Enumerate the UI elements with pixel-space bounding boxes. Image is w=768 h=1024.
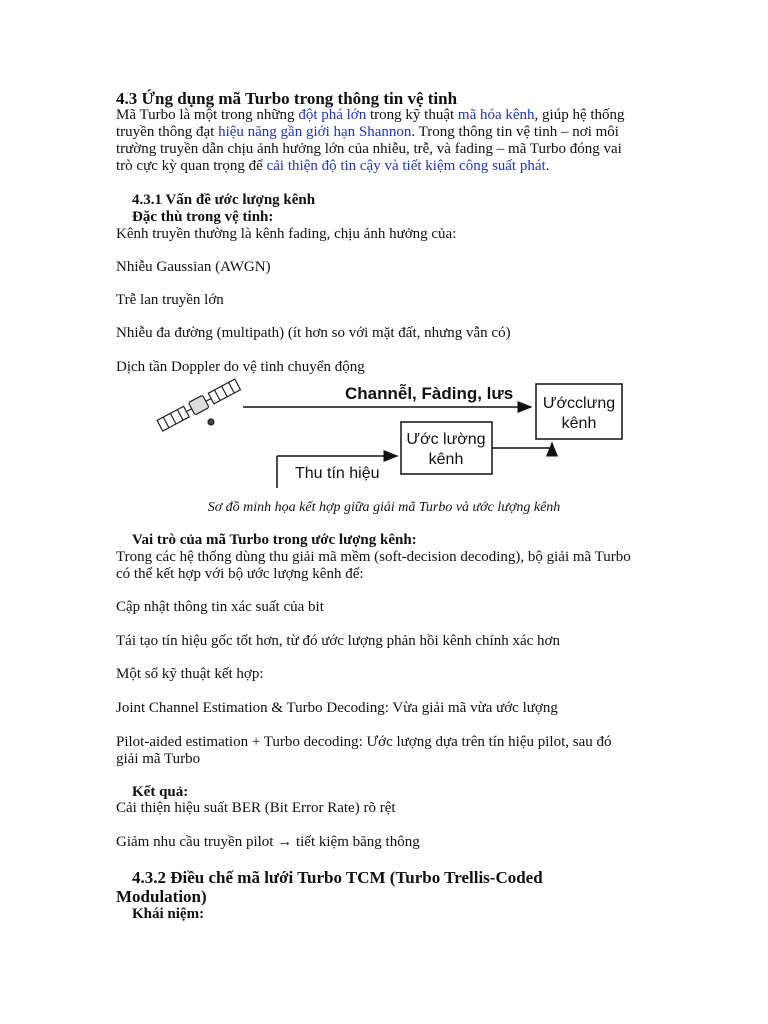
label-vai-tro: Vai trò của mã Turbo trong ước lượng kênh: [132,532,417,548]
list-item-continued: giải mã Turbo [116,751,201,767]
list-item: Trễ lan truyền lớn [116,292,224,308]
box-right-line-1: Ướcclưng [542,395,616,412]
link-hieu-nang-shannon[interactable]: hiệu năng gần giới hạn Shannon [218,124,412,140]
intro-line-2 [116,124,619,141]
intro-line-1 [116,107,625,124]
link-ma-hoa-kenh[interactable]: mã hóa kênh [457,107,535,123]
link-cai-thien-do-tin-cay[interactable]: cải thiện độ tin cậy và tiết kiệm công suất phát [266,158,546,174]
intro-text: truyền thông đạt [116,124,219,140]
list-item: Nhiễu đa đường (multipath) (ít hơn so với mặt đất, nhưng vẫn có) [116,325,511,341]
box-middle-line-1: Ước lường [406,431,486,448]
figure-caption: Sơ đồ minh họa kết hợp giữa giải mã Turbo và ước lượng kênh [207,500,561,515]
list-item: Cập nhật thông tin xác suất của bit [116,599,324,615]
list-item: Pilot-aided estimation + Turbo decoding: Ước lượng dựa trên tín hiệu pilot, sau đó [116,734,612,750]
paragraph-kenh-truyen: Kênh truyền thường là kênh fading, chịu ảnh hưởng của: [116,226,457,242]
satellite-icon [157,378,241,432]
intro-text: , giúp hệ thống [534,107,625,123]
intro-text: trong kỹ thuật [366,107,458,123]
intro-line-4 [116,158,549,175]
intro-text: trò cực kỳ quan trọng để [116,158,267,174]
label-dac-thu: Đặc thù trong vệ tinh: [132,209,274,225]
intro-text: Mã Turbo là một trong những [116,107,299,123]
label-khai-niem: Khái niệm: [132,906,205,922]
channel-estimation-diagram [145,376,630,491]
result-line-2: Giảm nhu cầu truyền pilot → tiết kiệm băng thông [116,834,420,850]
intro-text: . [545,158,550,174]
result-line-1: Cải thiện hiệu suất BER (Bit Error Rate) rõ rệt [116,800,396,816]
subsection-title-4-3-2: 4.3.2 Điều chế mã lưới Turbo TCM (Turbo Trellis-Coded [132,868,543,887]
intro-line-3: trường truyền dẫn chịu ảnh hưởng lớn của nhiễu, trễ, và fading – mã Turbo đóng vai [116,141,622,157]
list-item: Một số kỹ thuật kết hợp: [116,666,264,682]
list-item: Joint Channel Estimation & Turbo Decoding: Vừa giải mã vừa ước lượng [116,700,558,716]
box-right-line-2: kênh [561,415,597,432]
diagram-bottom-label: Thu tín hiệu [295,465,380,482]
label-ket-qua: Kết quả: [132,784,189,800]
paragraph-role-2: có thể kết hợp với bộ ước lượng kênh để: [116,566,364,582]
list-item: Tái tạo tín hiệu gốc tốt hơn, từ đó ước lượng phản hồi kênh chính xác hơn [116,633,560,649]
paragraph-role-1: Trong các hệ thống dùng thu giải mã mềm (soft-decision decoding), bộ giải mã Turbo [116,549,631,565]
diagram-top-label: Channễl, Fàding, lưs [345,384,514,403]
link-dot-pha-lon[interactable]: đột phá lớn [298,107,367,123]
subsection-title-4-3-1: 4.3.1 Vấn đề ước lượng kênh [132,192,316,208]
subsection-title-4-3-2-cont: Modulation) [116,887,207,906]
list-item: Nhiễu Gaussian (AWGN) [116,259,271,275]
intro-text: . Trong thông tin vệ tinh – nơi môi [411,124,619,140]
section-title: 4.3 Ứng dụng mã Turbo trong thông tin vệ tinh [116,89,458,108]
box-middle-line-2: kênh [428,451,464,468]
list-item: Dịch tần Doppler do vệ tinh chuyển động [116,359,365,375]
